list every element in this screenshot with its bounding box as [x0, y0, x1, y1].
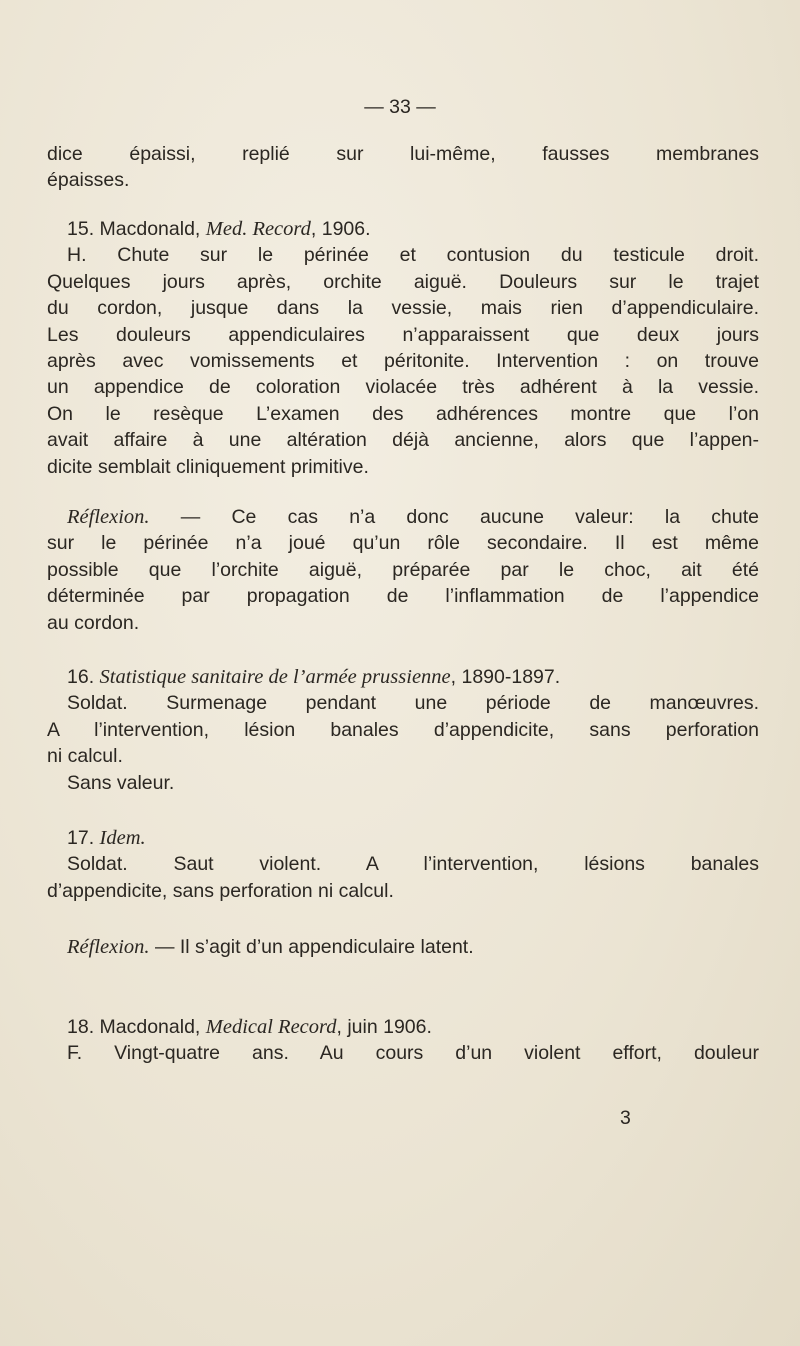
text-line: H. Chute sur le périnée et contusion du testicule droit. — [67, 244, 759, 267]
source-date: , 1906. — [310, 218, 371, 240]
text-line: un appendice de coloration violacée très adhérent à la vessie. — [47, 376, 759, 399]
source-title: Med. Record — [205, 218, 311, 240]
entry-17 — [47, 825, 759, 904]
text-line: Soldat. Saut violent. A l’intervention, lésions banales — [67, 853, 759, 876]
text-line: déterminée par propagation de l’inflammation de l’appendice — [47, 585, 759, 608]
text-line: Soldat. Surmenage pendant une période de manœuvres. — [67, 692, 759, 715]
page-number: — 33 — — [364, 96, 436, 118]
entry-heading — [47, 216, 759, 242]
text-line: du cordon, jusque dans la vessie, mais rien d’appendiculaire. — [47, 297, 759, 320]
paragraph-continuation — [47, 141, 759, 194]
entry-number: 18. Macdonald, — [67, 1016, 206, 1038]
text-line: Sans valeur. — [67, 771, 175, 794]
text-line: dicite semblait cliniquement primitive. — [47, 455, 369, 478]
entry-15 — [47, 216, 759, 480]
source-title: Statistique sanitaire de l’armée prussienne — [99, 666, 451, 688]
reflexion-15 — [47, 504, 759, 636]
source-title: Medical Record — [205, 1016, 337, 1038]
entry-heading — [47, 825, 759, 851]
entry-number: 15. Macdonald, — [67, 218, 206, 240]
text-line: avait affaire à une altération déjà ancienne, alors que l’appen- — [47, 429, 759, 452]
text-line: ni calcul. — [47, 745, 123, 768]
text-line: après avec vomissements et péritonite. Intervention : on trouve — [47, 349, 759, 372]
reflexion-17 — [47, 934, 759, 960]
entry-number: 16. — [67, 666, 100, 688]
reflexion-label: Réflexion. — [67, 506, 150, 528]
text-line: Réflexion. — Ce cas n’a donc aucune valeur: la chute — [67, 506, 759, 528]
text-line: Les douleurs appendiculaires n’apparaissent que deux jours — [47, 323, 759, 346]
text-line: A l’intervention, lésion banales d’appendicite, sans perforation — [47, 718, 759, 741]
source-date: , juin 1906. — [336, 1016, 432, 1038]
text-line: d’appendicite, sans perforation ni calcul. — [47, 879, 394, 902]
text-line: Réflexion. — Il s’agit d’un appendiculaire latent. — [67, 936, 474, 958]
text-line: Quelques jours après, orchite aiguë. Douleurs sur le trajet — [47, 270, 759, 293]
text-line: sur le périnée n’a joué qu’un rôle secondaire. Il est même — [47, 532, 759, 555]
text-line: dice épaissi, replié sur lui-même, fausses membranes — [47, 143, 759, 165]
text-line: au cordon. — [47, 611, 140, 634]
entry-18 — [47, 1014, 759, 1067]
signature-mark: 3 — [620, 1107, 631, 1129]
reflexion-label: Réflexion. — [67, 936, 150, 958]
text-line: On le resèque L’examen des adhérences montre que l’on — [47, 402, 759, 425]
source-title: Idem. — [99, 827, 146, 849]
text-line: possible que l’orchite aiguë, préparée par le choc, ait été — [47, 558, 759, 581]
entry-number: 17. — [67, 827, 100, 849]
source-date: , 1890-1897. — [450, 666, 561, 688]
entry-heading — [47, 1014, 759, 1040]
entry-heading — [47, 664, 759, 690]
entry-16 — [47, 664, 759, 796]
text-line: F. Vingt-quatre ans. Au cours d’un violent effort, douleur — [67, 1042, 759, 1065]
text-line: épaisses. — [47, 169, 130, 192]
